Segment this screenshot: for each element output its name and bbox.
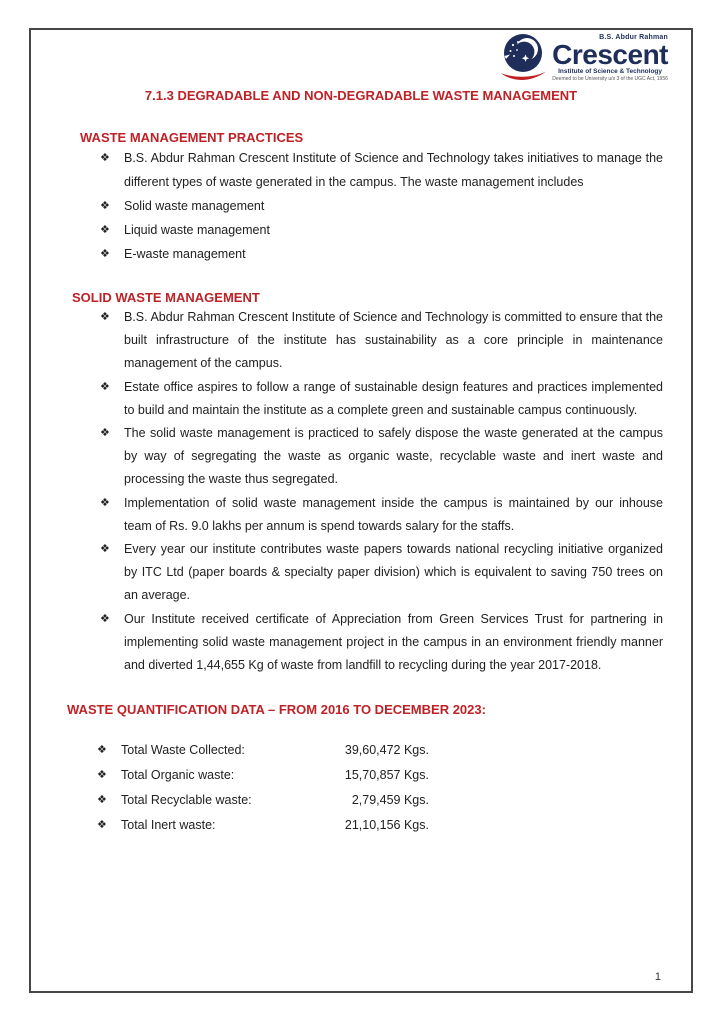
diamond-bullet-icon: ❖: [100, 248, 110, 260]
institute-logo: [497, 32, 668, 82]
list-item: [100, 422, 663, 492]
stat-label: Total Recyclable waste:: [121, 793, 252, 808]
stat-row: [97, 813, 691, 838]
diamond-bullet-icon: ❖: [97, 794, 107, 807]
diamond-bullet-icon: ❖: [100, 380, 110, 393]
stat-row: [97, 738, 691, 763]
list-item: [100, 242, 663, 266]
list-item: [100, 218, 663, 242]
list-item-text: B.S. Abdur Rahman Crescent Institute of Science and Technology takes initiatives to manage the different types of waste generated in the campus. The waste management includes: [124, 151, 663, 189]
stat-value: 2,79,459 Kgs.: [351, 793, 429, 808]
list-item-text: Implementation of solid waste management inside the campus is maintained by our inhouse team of Rs. 9.0 lakhs per annum is spend towards salary for the staffs.: [124, 495, 663, 533]
page-number: 1: [654, 971, 661, 983]
list-item: [100, 306, 663, 376]
diamond-bullet-icon: ❖: [97, 744, 107, 757]
logo-institute-name: Crescent: [552, 39, 668, 70]
crescent-moon-emblem-icon: [497, 32, 549, 82]
list-item-text: Estate office aspires to follow a range of sustainable design features and practices implemented to build and maintain the institute as a complete green and sustainable campus continuously.: [124, 379, 663, 417]
diamond-bullet-icon: ❖: [100, 496, 110, 509]
stat-label: Total Waste Collected:: [121, 743, 245, 758]
waste-quantification-list: [31, 738, 691, 838]
logo-affiliation: B.S. Abdur Rahman: [599, 34, 668, 41]
stat-value: 21,10,156 Kgs.: [344, 818, 429, 833]
section-heading-waste-management-practices: WASTE MANAGEMENT PRACTICES: [80, 130, 304, 145]
page-title: 7.1.3 DEGRADABLE AND NON-DEGRADABLE WASTE MANAGEMENT: [144, 88, 578, 103]
stat-label: Total Inert waste:: [121, 818, 216, 833]
diamond-bullet-icon: ❖: [97, 769, 107, 782]
logo-tagline: Deemed to be University u/s 3 of the UGC Act, 1956: [552, 76, 668, 82]
stat-value: 39,60,472 Kgs.: [344, 743, 429, 758]
waste-management-practices-list: [31, 146, 691, 266]
diamond-bullet-icon: ❖: [100, 200, 110, 212]
list-item: [100, 194, 663, 218]
diamond-bullet-icon: ❖: [100, 311, 110, 323]
stat-label: Total Organic waste:: [121, 768, 235, 783]
logo-text: [552, 32, 668, 82]
section-heading-waste-quantification-data: WASTE QUANTIFICATION DATA – FROM 2016 TO DECEMBER 2023:: [67, 702, 486, 718]
stat-value: 15,70,857 Kgs.: [344, 768, 429, 783]
list-item-text: Our Institute received certificate of Appreciation from Green Services Trust for partnering in implementing solid waste management project in the campus in an environment friendly manner and diverted 1,44,655 Kg of waste from landfill to recycling during the year 2017-2018.: [124, 611, 663, 673]
list-item-text: B.S. Abdur Rahman Crescent Institute of Science and Technology is committed to ensure that the built infrastructure of the institute has sustainability as a core principle in maintenance management of the campus.: [124, 310, 663, 371]
diamond-bullet-icon: ❖: [100, 427, 110, 440]
diamond-bullet-icon: ❖: [100, 152, 110, 164]
document-page: [29, 28, 693, 993]
diamond-bullet-icon: ❖: [100, 543, 110, 556]
diamond-bullet-icon: ❖: [97, 819, 107, 832]
stat-row: [97, 788, 691, 813]
list-item: [100, 492, 663, 538]
list-item-text: The solid waste management is practiced to safely dispose the waste generated at the campus by way of segregating the waste as organic waste, recyclable waste and inert waste and processing the waste thus segregated.: [124, 426, 663, 487]
logo-subtitle: Institute of Science & Technology: [558, 68, 663, 75]
stat-row: [97, 763, 691, 788]
list-item-text: E-waste management: [124, 247, 246, 261]
list-item: [100, 146, 663, 194]
diamond-bullet-icon: ❖: [100, 612, 110, 625]
list-item: [100, 538, 663, 608]
list-item-text: Liquid waste management: [124, 223, 270, 237]
list-item: [100, 608, 663, 678]
list-item-text: Solid waste management: [124, 199, 265, 213]
list-item: [100, 376, 663, 422]
section-heading-solid-waste-management: SOLID WASTE MANAGEMENT: [72, 290, 260, 305]
list-item-text: Every year our institute contributes waste papers towards national recycling initiative organized by ITC Ltd (paper boards & specialty paper division) which is equivalent to saving 750 trees on an average.: [124, 542, 663, 603]
solid-waste-management-list: [31, 306, 691, 677]
diamond-bullet-icon: ❖: [100, 224, 110, 236]
